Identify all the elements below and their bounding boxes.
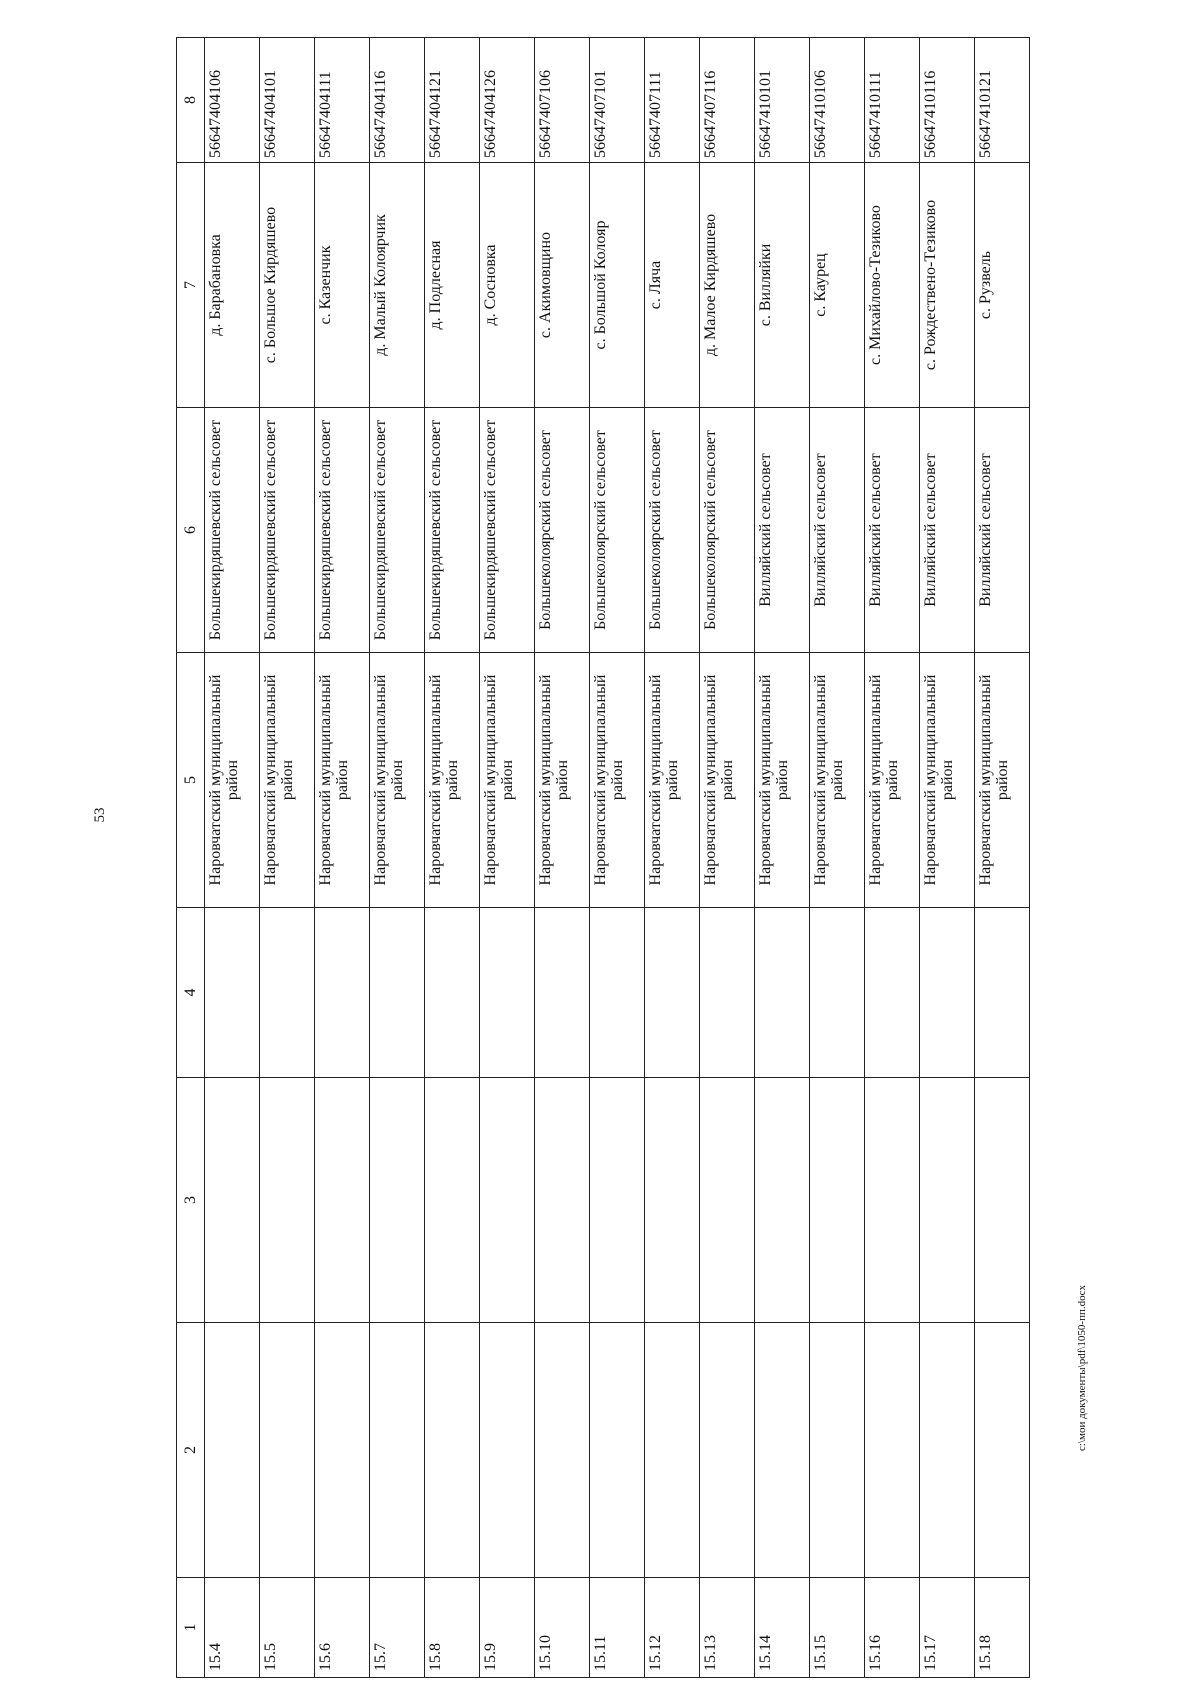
row-number-cell: 15.12 xyxy=(645,1578,700,1678)
empty-cell xyxy=(590,908,645,1078)
empty-cell xyxy=(810,1078,865,1323)
district-cell: Наровчатский муниципальный район xyxy=(975,653,1030,908)
empty-cell xyxy=(755,908,810,1078)
row-number-cell: 15.10 xyxy=(535,1578,590,1678)
empty-cell xyxy=(205,908,260,1078)
selsovet-cell: Большекирдяшевский сельсовет xyxy=(480,408,535,653)
settlements-table xyxy=(176,37,1030,1678)
column-header: 5 xyxy=(177,653,205,908)
column-header: 4 xyxy=(177,908,205,1078)
empty-cell xyxy=(645,1323,700,1578)
district-cell: Наровчатский муниципальный район xyxy=(810,653,865,908)
document-table-container xyxy=(176,38,1011,1678)
row-number-cell: 15.16 xyxy=(865,1578,920,1678)
district-cell: Наровчатский муниципальный район xyxy=(260,653,315,908)
table-row xyxy=(975,38,1030,1678)
empty-cell xyxy=(260,908,315,1078)
empty-cell xyxy=(205,1323,260,1578)
district-cell: Наровчатский муниципальный район xyxy=(480,653,535,908)
table-row xyxy=(425,38,480,1678)
oktmo-code-cell: 56647404101 xyxy=(260,38,315,163)
settlement-cell: с. Большой Колояр xyxy=(590,163,645,408)
column-header: 6 xyxy=(177,408,205,653)
district-cell: Наровчатский муниципальный район xyxy=(865,653,920,908)
empty-cell xyxy=(315,908,370,1078)
empty-cell xyxy=(810,1323,865,1578)
selsovet-cell: Большеколоярский сельсовет xyxy=(645,408,700,653)
selsovet-cell: Большекирдяшевский сельсовет xyxy=(205,408,260,653)
header-row xyxy=(177,38,205,1678)
row-number-cell: 15.14 xyxy=(755,1578,810,1678)
empty-cell xyxy=(480,908,535,1078)
row-number-cell: 15.6 xyxy=(315,1578,370,1678)
empty-cell xyxy=(755,1078,810,1323)
selsovet-cell: Вилляйский сельсовет xyxy=(975,408,1030,653)
row-number-cell: 15.15 xyxy=(810,1578,865,1678)
settlement-cell: с. Рузвель xyxy=(975,163,1030,408)
table-row xyxy=(810,38,865,1678)
empty-cell xyxy=(480,1078,535,1323)
selsovet-cell: Большекирдяшевский сельсовет xyxy=(425,408,480,653)
empty-cell xyxy=(370,908,425,1078)
district-cell: Наровчатский муниципальный район xyxy=(755,653,810,908)
settlement-cell: с. Акимовщино xyxy=(535,163,590,408)
selsovet-cell: Большекирдяшевский сельсовет xyxy=(315,408,370,653)
settlement-cell: с. Рождествено-Тезиково xyxy=(920,163,975,408)
row-number-cell: 15.11 xyxy=(590,1578,645,1678)
settlement-cell: с. Ляча xyxy=(645,163,700,408)
row-number-cell: 15.4 xyxy=(205,1578,260,1678)
district-cell: Наровчатский муниципальный район xyxy=(535,653,590,908)
settlement-cell: с. Большое Кирдяшево xyxy=(260,163,315,408)
selsovet-cell: Вилляйский сельсовет xyxy=(755,408,810,653)
empty-cell xyxy=(865,1323,920,1578)
selsovet-cell: Большеколоярский сельсовет xyxy=(590,408,645,653)
table-row xyxy=(700,38,755,1678)
table-row xyxy=(480,38,535,1678)
empty-cell xyxy=(370,1078,425,1323)
selsovet-cell: Большекирдяшевский сельсовет xyxy=(370,408,425,653)
district-cell: Наровчатский муниципальный район xyxy=(700,653,755,908)
table-row xyxy=(260,38,315,1678)
oktmo-code-cell: 56647410111 xyxy=(865,38,920,163)
empty-cell xyxy=(865,908,920,1078)
oktmo-code-cell: 56647407101 xyxy=(590,38,645,163)
district-cell: Наровчатский муниципальный район xyxy=(590,653,645,908)
row-number-cell: 15.13 xyxy=(700,1578,755,1678)
empty-cell xyxy=(425,1323,480,1578)
empty-cell xyxy=(370,1323,425,1578)
column-header: 3 xyxy=(177,1078,205,1323)
empty-cell xyxy=(975,1323,1030,1578)
empty-cell xyxy=(645,1078,700,1323)
column-header: 2 xyxy=(177,1323,205,1578)
district-cell: Наровчатский муниципальный район xyxy=(315,653,370,908)
row-number-cell: 15.17 xyxy=(920,1578,975,1678)
settlement-cell: д. Малый Колоярчик xyxy=(370,163,425,408)
empty-cell xyxy=(535,908,590,1078)
empty-cell xyxy=(535,1323,590,1578)
oktmo-code-cell: 56647410106 xyxy=(810,38,865,163)
table-row xyxy=(370,38,425,1678)
empty-cell xyxy=(700,908,755,1078)
oktmo-code-cell: 56647404111 xyxy=(315,38,370,163)
selsovet-cell: Вилляйский сельсовет xyxy=(810,408,865,653)
selsovet-cell: Вилляйский сельсовет xyxy=(920,408,975,653)
empty-cell xyxy=(975,908,1030,1078)
row-number-cell: 15.18 xyxy=(975,1578,1030,1678)
settlement-cell: с. Казенчик xyxy=(315,163,370,408)
oktmo-code-cell: 56647407111 xyxy=(645,38,700,163)
empty-cell xyxy=(480,1323,535,1578)
table-row xyxy=(535,38,590,1678)
table-row xyxy=(755,38,810,1678)
selsovet-cell: Большеколоярский сельсовет xyxy=(535,408,590,653)
empty-cell xyxy=(535,1078,590,1323)
settlement-cell: с. Каурец xyxy=(810,163,865,408)
empty-cell xyxy=(315,1078,370,1323)
oktmo-code-cell: 56647404126 xyxy=(480,38,535,163)
empty-cell xyxy=(865,1078,920,1323)
empty-cell xyxy=(700,1323,755,1578)
district-cell: Наровчатский муниципальный район xyxy=(370,653,425,908)
selsovet-cell: Большекирдяшевский сельсовет xyxy=(260,408,315,653)
oktmo-code-cell: 56647407116 xyxy=(700,38,755,163)
empty-cell xyxy=(700,1078,755,1323)
oktmo-code-cell: 56647410101 xyxy=(755,38,810,163)
settlement-cell: д. Сосновка xyxy=(480,163,535,408)
row-number-cell: 15.7 xyxy=(370,1578,425,1678)
column-header: 8 xyxy=(177,38,205,163)
table-row xyxy=(865,38,920,1678)
table-row xyxy=(205,38,260,1678)
row-number-cell: 15.5 xyxy=(260,1578,315,1678)
oktmo-code-cell: 56647404121 xyxy=(425,38,480,163)
empty-cell xyxy=(205,1078,260,1323)
empty-cell xyxy=(260,1078,315,1323)
district-cell: Наровчатский муниципальный район xyxy=(920,653,975,908)
row-number-cell: 15.9 xyxy=(480,1578,535,1678)
empty-cell xyxy=(755,1323,810,1578)
row-number-cell: 15.8 xyxy=(425,1578,480,1678)
settlement-cell: с. Михайлово-Тезиково xyxy=(865,163,920,408)
table-row xyxy=(645,38,700,1678)
empty-cell xyxy=(260,1323,315,1578)
oktmo-code-cell: 56647410116 xyxy=(920,38,975,163)
empty-cell xyxy=(810,908,865,1078)
selsovet-cell: Вилляйский сельсовет xyxy=(865,408,920,653)
oktmo-code-cell: 56647404106 xyxy=(205,38,260,163)
district-cell: Наровчатский муниципальный район xyxy=(425,653,480,908)
district-cell: Наровчатский муниципальный район xyxy=(205,653,260,908)
page-number: 53 xyxy=(92,807,108,823)
district-cell: Наровчатский муниципальный район xyxy=(645,653,700,908)
settlement-cell: д. Малое Кирдяшево xyxy=(700,163,755,408)
table-row xyxy=(315,38,370,1678)
settlement-cell: с. Вилляйки xyxy=(755,163,810,408)
table-row xyxy=(920,38,975,1678)
empty-cell xyxy=(590,1323,645,1578)
oktmo-code-cell: 56647410121 xyxy=(975,38,1030,163)
empty-cell xyxy=(920,1323,975,1578)
empty-cell xyxy=(590,1078,645,1323)
table-header xyxy=(177,38,205,1678)
empty-cell xyxy=(645,908,700,1078)
table-body xyxy=(205,38,1030,1678)
empty-cell xyxy=(315,1323,370,1578)
column-header: 7 xyxy=(177,163,205,408)
selsovet-cell: Большеколоярский сельсовет xyxy=(700,408,755,653)
empty-cell xyxy=(975,1078,1030,1323)
empty-cell xyxy=(425,1078,480,1323)
column-header: 1 xyxy=(177,1578,205,1678)
settlement-cell: д. Подлесная xyxy=(425,163,480,408)
table-row xyxy=(590,38,645,1678)
oktmo-code-cell: 56647407106 xyxy=(535,38,590,163)
settlement-cell: д. Барабановка xyxy=(205,163,260,408)
empty-cell xyxy=(920,908,975,1078)
empty-cell xyxy=(425,908,480,1078)
footer-file-path: c:\мои документы\pdf\1050-пп.docx xyxy=(1076,1285,1088,1452)
oktmo-code-cell: 56647404116 xyxy=(370,38,425,163)
empty-cell xyxy=(920,1078,975,1323)
